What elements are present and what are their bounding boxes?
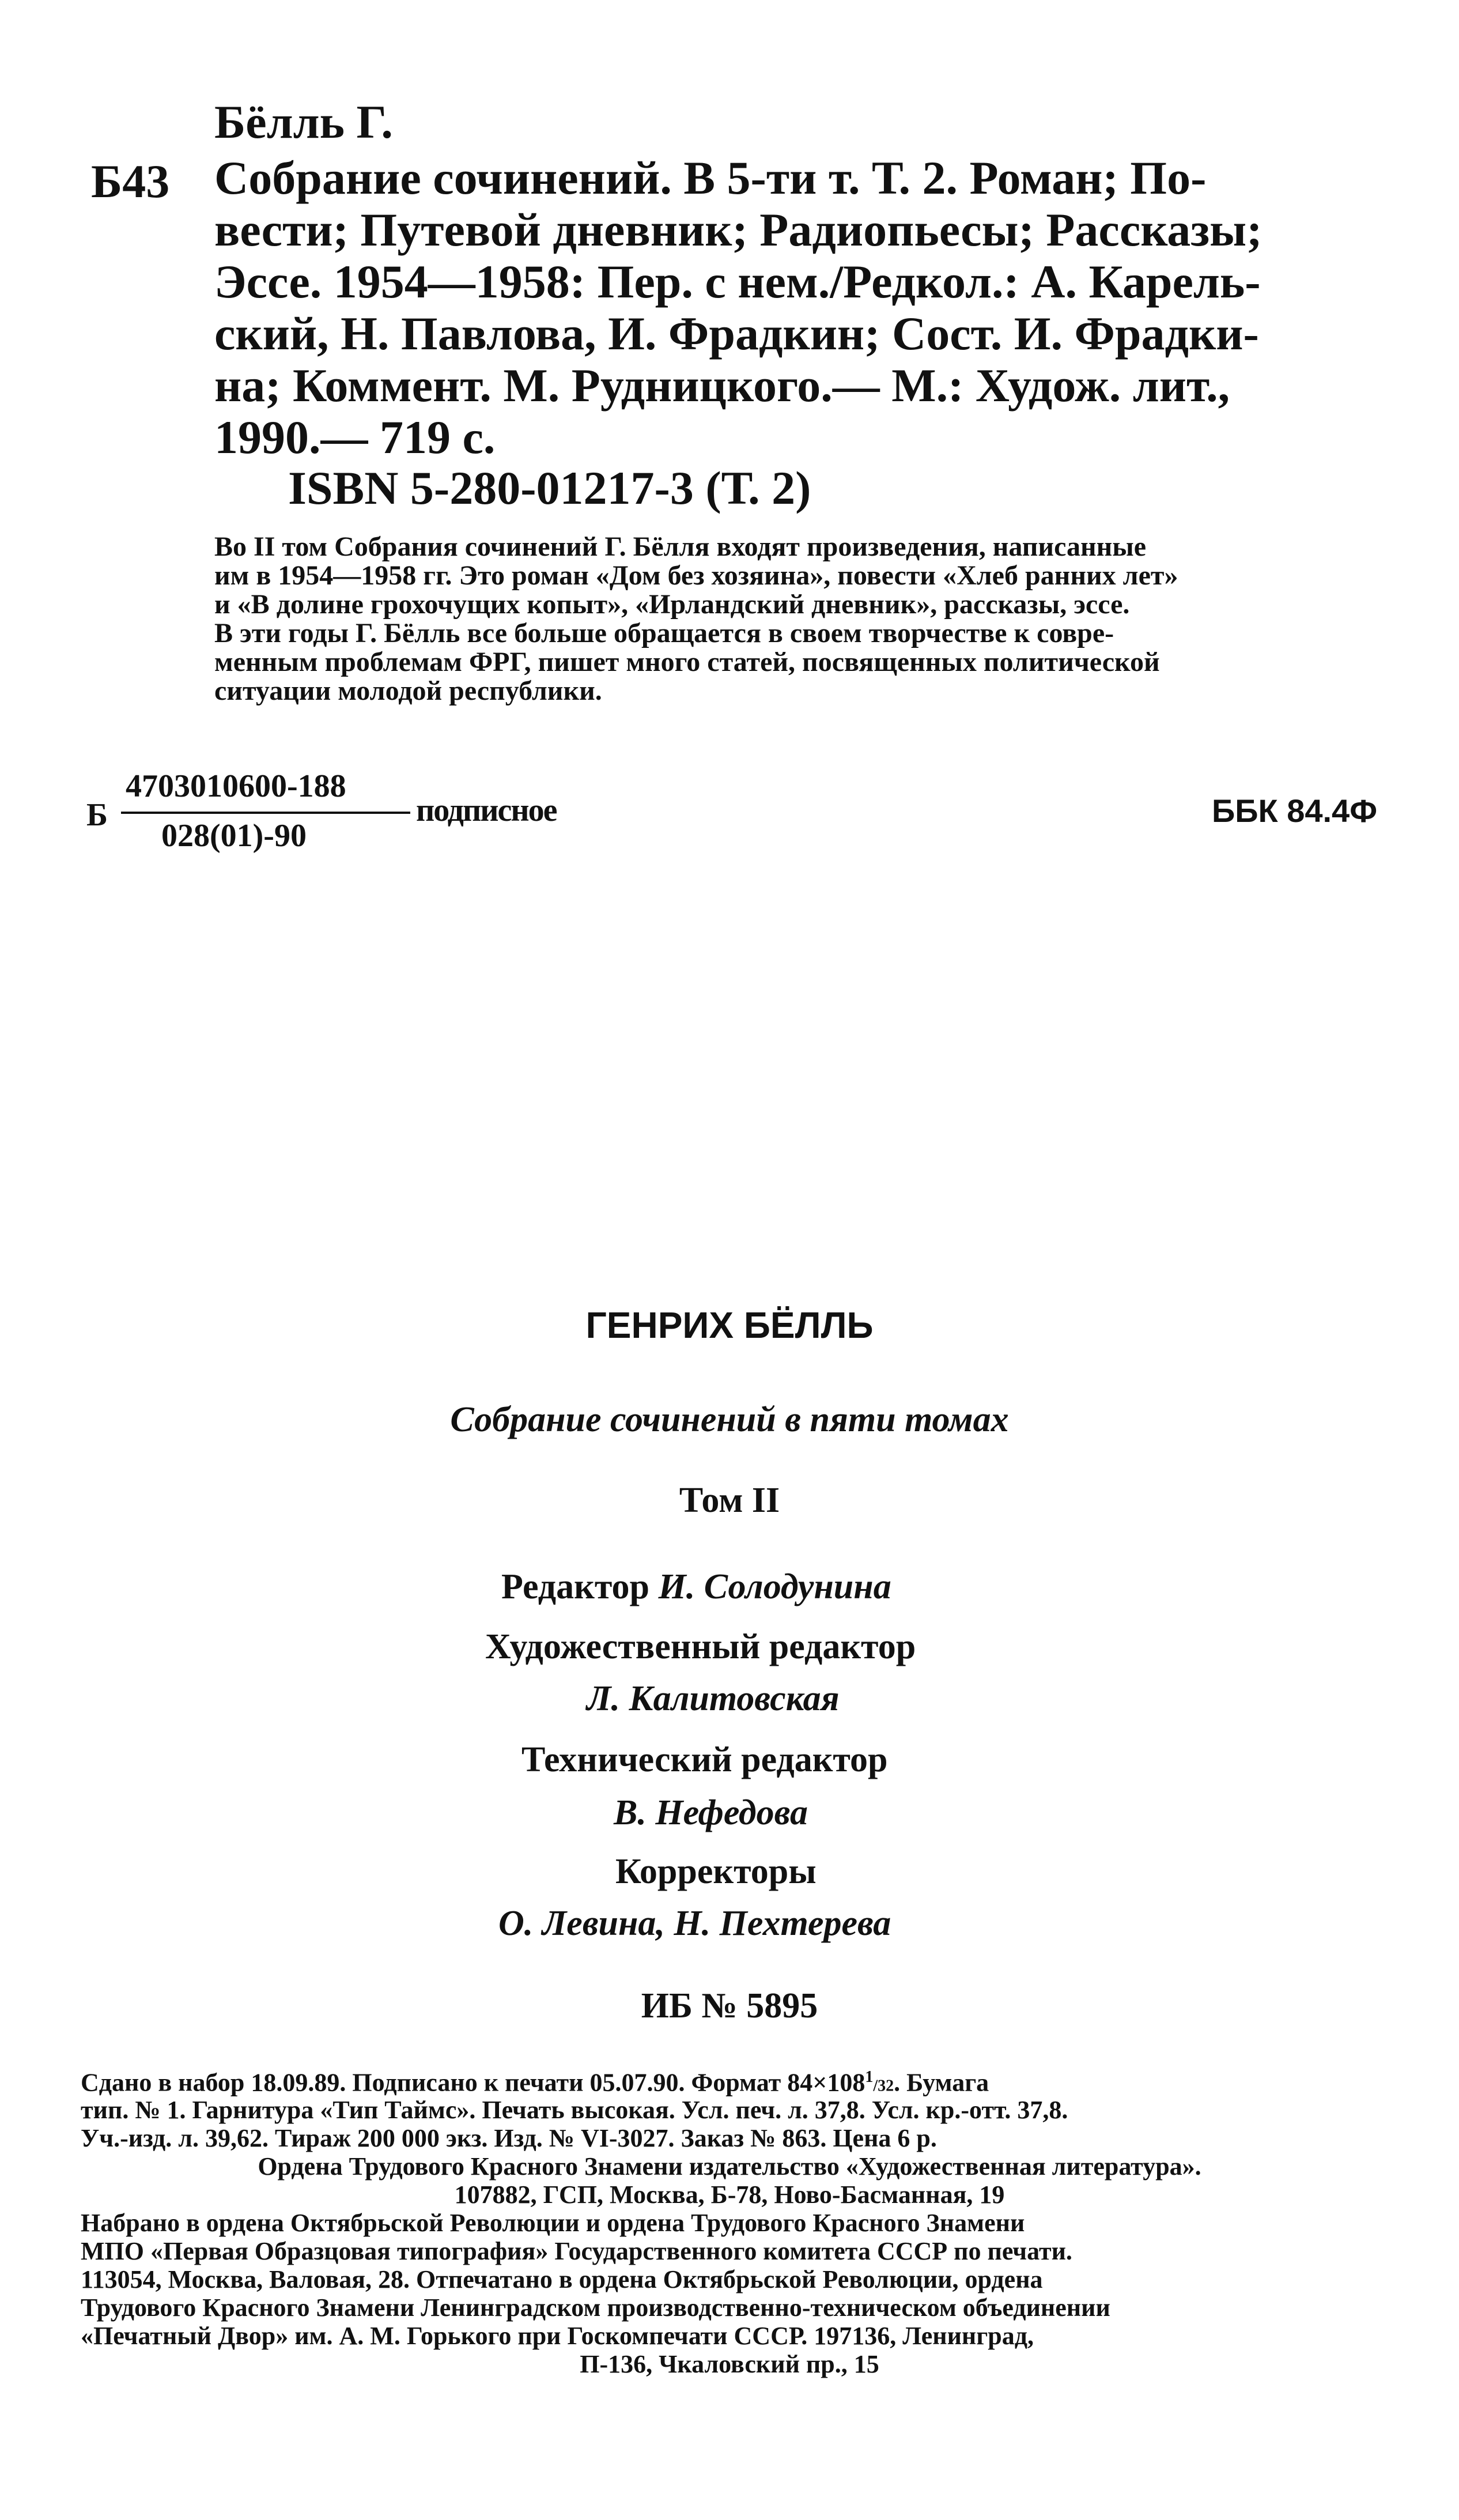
catalog-line: вести; Путевой дневник; Радиопьесы; Рассказы;	[214, 203, 1263, 256]
annotation-line: В эти годы Г. Бёлль все больше обращается в своем творчестве к совре-	[214, 618, 1114, 648]
proofreaders-names: О. Левина, Н. Пехтерева	[498, 1904, 891, 1943]
imprint-line: Трудового Красного Знамени Ленинградском производственно-техническом объединении	[81, 2293, 1110, 2322]
catalog-isbn: ISBN 5-280-01217-3 (Т. 2)	[288, 462, 811, 514]
imprint-line: «Печатный Двор» им. А. М. Горького при Госкомпечати СССР. 197136, Ленинград,	[81, 2322, 1034, 2350]
imprint-line: Набрано в ордена Октябрьской Революции и ордена Трудового Красного Знамени	[81, 2209, 1025, 2237]
catalog-line: Эссе. 1954—1958: Пер. с нем./Редкол.: А. Карель-	[214, 255, 1261, 308]
annotation-line: и «В долине грохочущих копыт», «Ирландский дневник», рассказы, эссе.	[214, 589, 1130, 620]
imprint-line: тип. № 1. Гарнитура «Тип Таймс». Печать высокая. Усл. печ. л. 37,8. Усл. кр.-отт. 37,8.	[81, 2096, 1068, 2124]
editor-label: Редактор	[501, 1567, 649, 1606]
catalog-line: 1990.— 719 с.	[214, 411, 496, 463]
classification-denominator: 028(01)-90	[161, 818, 307, 854]
tech-editor-name: В. Нефедова	[614, 1793, 808, 1832]
annotation-line: Во II том Собрания сочинений Г. Бёлля входят произведения, написанные	[214, 531, 1147, 562]
editor-credit	[501, 1567, 891, 1608]
catalog-author: Бёлль Г.	[214, 96, 393, 148]
classification-numerator: 4703010600-188	[126, 768, 346, 804]
subscription-label: подписное	[416, 793, 557, 828]
annotation-line: менным проблемам ФРГ, пишет много статей, посвященных политической	[214, 647, 1160, 677]
imprint-line: МПО «Первая Образцовая типография» Государственного комитета СССР по печати.	[81, 2237, 1072, 2265]
catalog-line: на; Коммент. М. Рудницкого.— М.: Худож. лит.,	[214, 359, 1230, 412]
art-editor-name: Л. Калитовская	[587, 1679, 840, 1718]
editor-name: И. Солодунина	[658, 1567, 891, 1606]
imprint-line: 113054, Москва, Валовая, 28. Отпечатано в ордена Октябрьской Революции, ордена	[81, 2265, 1043, 2293]
imprint-line: Ордена Трудового Красного Знамени издательство «Художественная литература».	[258, 2152, 1201, 2181]
annotation-line: ситуации молодой республики.	[214, 676, 602, 706]
ib-number: ИБ № 5895	[641, 1986, 818, 2025]
art-editor-label: Художественный редактор	[485, 1627, 916, 1666]
imprint-line: 107882, ГСП, Москва, Б-78, Ново-Басманная, 19	[454, 2181, 1005, 2209]
imprint-line: П-136, Чкаловский пр., 15	[580, 2350, 879, 2378]
book-author: ГЕНРИХ БЁЛЛЬ	[585, 1304, 874, 1346]
tech-editor-label: Технический редактор	[521, 1740, 888, 1779]
imprint-line: Сдано в набор 18.09.89. Подписано к печати 05.07.90. Формат $84\times 108^1/32$. Бумага	[81, 2068, 989, 2097]
bbk-code: ББК 84.4Ф	[1211, 793, 1377, 829]
catalog-code: Б43	[91, 155, 170, 208]
fraction-rule	[121, 812, 410, 814]
imprint-line: Уч.-изд. л. 39,62. Тираж 200 000 экз. Изд. № VI-3027. Заказ № 863. Цена 6 р.	[81, 2124, 937, 2152]
proofreaders-label: Корректоры	[615, 1852, 817, 1891]
volume-number: Том II	[679, 1481, 780, 1520]
catalog-line: ский, Н. Павлова, И. Фрадкин; Сост. И. Фрадки-	[214, 307, 1259, 360]
catalog-line: Собрание сочинений. В 5-ти т. Т. 2. Роман; По-	[214, 152, 1207, 204]
collection-title: Собрание сочинений в пяти томах	[450, 1400, 1009, 1439]
classification-letter: Б	[86, 797, 108, 833]
annotation-line: им в 1954—1958 гг. Это роман «Дом без хозяина», повести «Хлеб ранних лет»	[214, 560, 1178, 591]
